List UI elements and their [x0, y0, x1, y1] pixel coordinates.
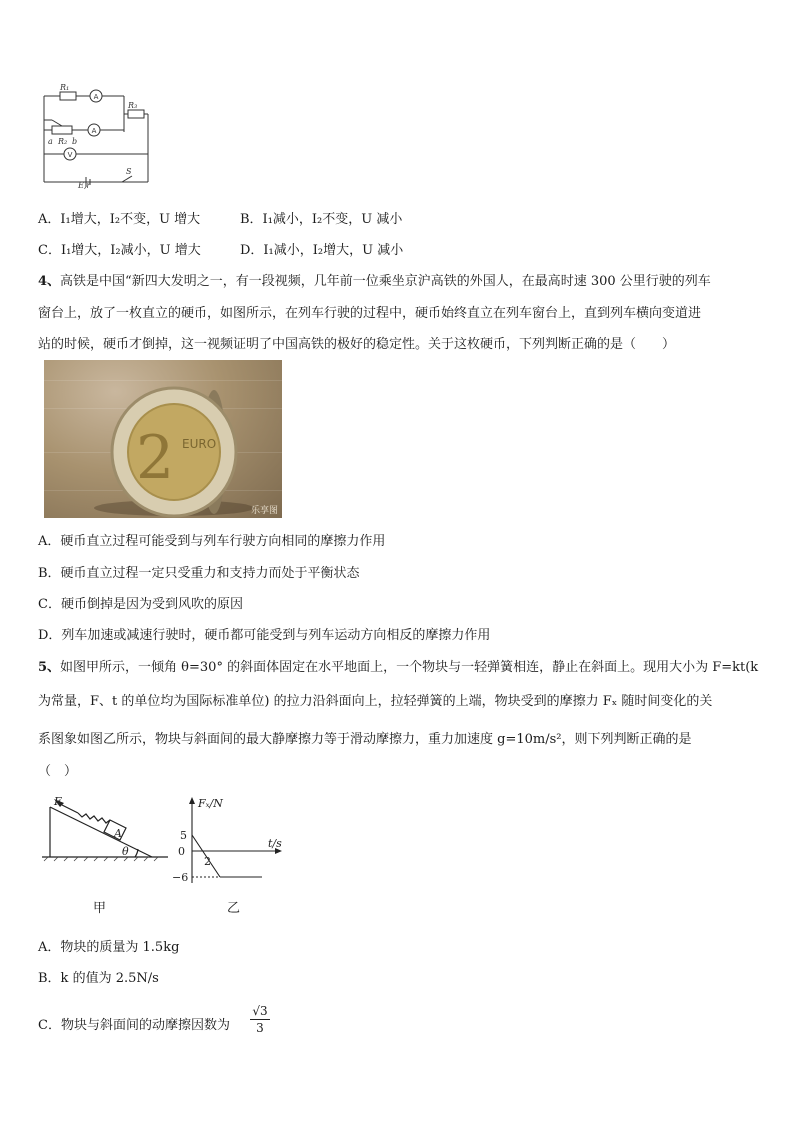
svg-text:A: A [91, 127, 97, 135]
q4-line-3: 站的时候，硬币才倒掉，这一视频证明了中国高铁的极好的稳定性。关于这枚硬币，下列判断正确的是（ ） [38, 337, 676, 352]
label-r1: R₁ [60, 83, 70, 92]
q3-option-c: C．I₁增大，I₂减小，U 增大 [38, 243, 201, 258]
caption-yi: 乙 [227, 901, 241, 916]
tick-2: 2 [204, 855, 211, 868]
q4-number: 4、 [38, 274, 61, 289]
circuit-diagram [38, 82, 158, 190]
label-er: E,r [78, 181, 91, 190]
q4-option-d: D．列车加速或减速行驶时，硬币都可能受到与列车运动方向相反的摩擦力作用 [38, 628, 491, 643]
axis-label-t: t/s [268, 837, 282, 850]
fraction-sqrt3-over-3 [250, 1003, 270, 1036]
voltmeter-label: V [67, 151, 73, 159]
label-a-block: A [114, 827, 122, 840]
q5-number: 5、 [38, 660, 61, 675]
q5-line-3: 系图象如图乙所示，物块与斜面间的最大静摩擦力等于滑动摩擦力，重力加速度 g=10m/s²，则下列判断正确的是 [38, 732, 692, 747]
q5-line-2: 为常量，F、t 的单位均为国际标准单位) 的拉力沿斜面向上，拉轻弹簧的上端，物块受到的摩擦力 Fₓ 随时间变化的关 [38, 694, 713, 709]
svg-text:A: A [93, 93, 99, 101]
q5-text-1: 如图甲所示，一倾角 θ=30° 的斜面体固定在水平地面上，一个物块与一轻弹簧相连，静止在斜面上。现用大小为 F=kt(k [60, 660, 759, 675]
q5-option-a: A．物块的质量为 1.5kg [38, 940, 180, 955]
svg-text:EURO: EURO [182, 437, 217, 451]
q5-line-4: （ ） [38, 764, 78, 779]
q4-option-b: B．硬币直立过程一定只受重力和支持力而处于平衡状态 [38, 566, 360, 581]
figure-yi-graph [170, 795, 290, 895]
q4-option-a: A．硬币直立过程可能受到与列车行驶方向相同的摩擦力作用 [38, 534, 386, 549]
axis-label-ff: Fₓ/N [198, 797, 223, 810]
q3-option-b: B．I₁减小，I₂不变，U 减小 [240, 212, 403, 227]
label-a: a [48, 137, 53, 146]
tick-0: 0 [178, 845, 185, 858]
figure-jia-incline [40, 795, 170, 870]
q5-line-1 [38, 656, 758, 675]
q4-text-1: 高铁是中国“新四大发明之一，有一段视频，几年前一位乘坐京沪高铁的外国人，在最高时速 300 公里行驶的列车 [60, 274, 711, 289]
q3-option-d: D．I₁减小，I₂增大，U 减小 [240, 243, 404, 258]
fraction-numerator: √3 [250, 1003, 270, 1020]
q5-option-c-text: C．物块与斜面间的动摩擦因数为 [38, 1018, 230, 1033]
caption-jia: 甲 [93, 901, 107, 916]
q4-line-2: 窗台上，放了一枚直立的硬币，如图所示，在列车行驶的过程中，硬币始终直立在列车窗台上，直到列车横向变道进 [38, 306, 702, 321]
label-r3: R₃ [128, 101, 138, 110]
coin-photo [44, 360, 282, 518]
label-theta: θ [122, 845, 129, 858]
label-s: S [126, 167, 132, 176]
label-r2: R₂ [58, 137, 68, 146]
q4-line-1 [38, 270, 711, 289]
q5-option-c [38, 1014, 230, 1033]
photo-watermark: 乐享图 [250, 506, 278, 516]
q3-option-a: A．I₁增大，I₂不变，U 增大 [38, 212, 201, 227]
tick-5: 5 [180, 829, 187, 842]
q4-option-c: C．硬币倒掉是因为受到风吹的原因 [38, 597, 243, 612]
svg-text:2: 2 [136, 423, 175, 493]
label-f: F [54, 795, 62, 808]
label-b: b [72, 137, 78, 146]
tick-neg6: −6 [172, 871, 189, 884]
q5-option-b: B．k 的值为 2.5N/s [38, 971, 159, 986]
fraction-denominator: 3 [256, 1021, 264, 1035]
